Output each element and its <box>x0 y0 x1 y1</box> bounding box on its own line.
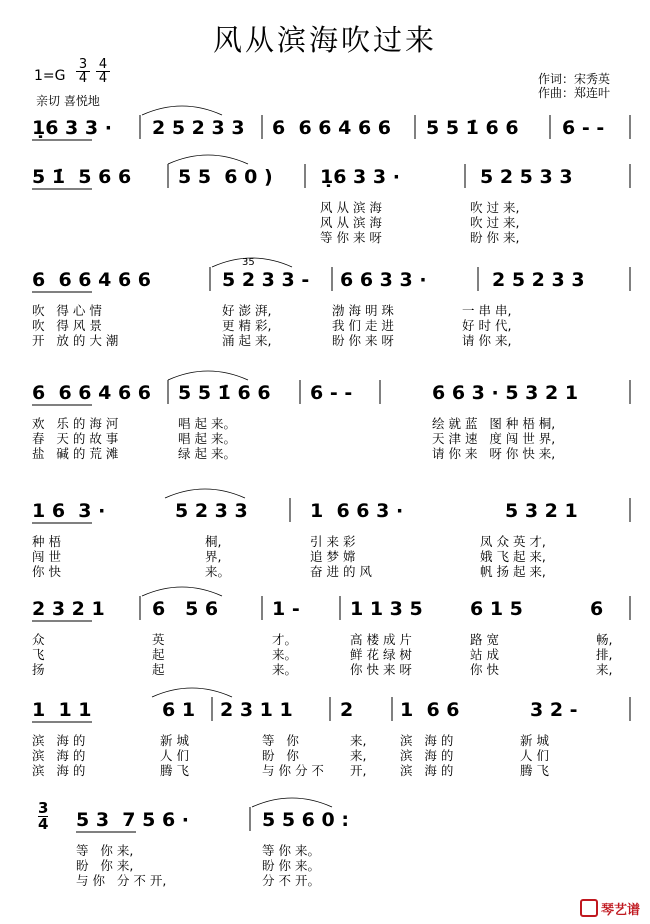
lyric-line: 涌 起 来, <box>222 333 272 348</box>
note-group: 6 6 6 4 6 6 <box>32 269 152 291</box>
lyric-line: 鲜 花 绿 树 <box>350 647 412 662</box>
lyric-line: 滨 海 的 <box>400 748 454 763</box>
note-group: 2 5 2 3 3 <box>152 117 245 139</box>
lyric-line: 开, <box>350 763 367 778</box>
lyric-line: 英 <box>152 632 165 647</box>
lyric-line: 新 城 <box>520 733 549 748</box>
lyric-line: 滨 海 的 <box>32 733 86 748</box>
note-group: 6 6 3 3 · <box>340 269 427 291</box>
lyric-line: 路 宽 <box>470 632 499 647</box>
lyric-line: 桐, <box>205 534 222 549</box>
note-group: 6 6 6 4 6 6 <box>32 382 152 404</box>
lyric-line: 吹 过 来, <box>470 200 520 215</box>
note-group: 5 1̇ 5 6 6 <box>32 166 132 188</box>
lyric-line: 才。 <box>272 632 298 647</box>
lyricist: 作词：宋秀英 <box>538 72 611 86</box>
lyric-line: 等 你 <box>262 733 299 748</box>
logo-icon <box>580 899 598 917</box>
lyric-line: 好 时 代, <box>462 318 512 333</box>
lyric-line: 飞 <box>32 647 45 662</box>
time-signature-3-4: 3 4 <box>76 58 90 85</box>
lyric-line: 吹 得 风 景 <box>32 318 102 333</box>
lyric-line: 吹 过 来, <box>470 215 520 230</box>
note-group: 1 - <box>272 598 300 620</box>
slur <box>152 688 232 697</box>
note-group: 6 5 6 <box>152 598 219 620</box>
lyric-line: 绿 起 来。 <box>178 446 236 461</box>
lyric-line: 唱 起 来。 <box>178 431 236 446</box>
note-group: 1 6 3 · <box>32 500 106 522</box>
note-group: 6 1 <box>162 699 196 721</box>
lyric-line: 高 楼 成 片 <box>350 632 412 647</box>
lyric-line: 界, <box>205 549 222 564</box>
lyric-line: 欢 乐 的 海 河 <box>32 416 119 431</box>
lyric-line: 盼 你 <box>262 748 299 763</box>
lyric-line: 风 从 滨 海 <box>320 200 382 215</box>
lyric-line: 春 天 的 故 事 <box>32 431 119 446</box>
lyric-line: 来。 <box>272 647 298 662</box>
note-group: 2 <box>340 699 354 721</box>
slur <box>142 106 222 115</box>
note-group: 5 3 7 5 6 · <box>76 809 190 831</box>
lyric-line: 娥 飞 起 来, <box>480 549 546 564</box>
time-signature <box>38 801 48 832</box>
note-group: 5 5 6 0 : <box>262 809 349 831</box>
note-group: 5 3 2 1 <box>505 500 578 522</box>
note-group: 1 6 6 <box>400 699 460 721</box>
lyric-line: 人 们 <box>520 748 549 763</box>
note-group: 5 2 3 3 <box>175 500 248 522</box>
lyric-line: 来。 <box>272 662 298 677</box>
lyric-line: 奋 进 的 风 <box>310 564 372 579</box>
lyric-line: 来, <box>596 662 613 677</box>
lyric-line: 帆 扬 起 来, <box>480 564 546 579</box>
lyric-line: 与 你 分 不 开, <box>76 873 167 888</box>
lyric-line: 畅, <box>596 632 613 647</box>
lyric-line: 起 <box>152 647 165 662</box>
lyric-line: 人 们 <box>160 748 189 763</box>
note-group: 6 1 5 <box>470 598 523 620</box>
note-group: 5 2 3 3 - <box>222 269 310 291</box>
note-group: 5 5 6 0 ) <box>178 166 273 188</box>
expression-mark: 亲切 喜悦地 <box>36 94 100 108</box>
lyric-line: 与 你 分 不 <box>262 763 324 778</box>
lyric-line: 盐 碱 的 荒 滩 <box>32 446 119 461</box>
lyric-line: 开 放 的 大 潮 <box>32 333 119 348</box>
slur <box>252 798 332 807</box>
lyric-line: 请 你 来, <box>462 333 512 348</box>
note-group: 5 5 1̇ 6 6 <box>178 382 271 404</box>
lyric-line: 风 从 滨 海 <box>320 215 382 230</box>
lyric-line: 种 梧 <box>32 534 61 549</box>
lyric-line: 起 <box>152 662 165 677</box>
lyric-line: 盼 你 来, <box>76 858 134 873</box>
note-group: 1 1 3 5 <box>350 598 423 620</box>
note-group: 5 5 1̇ 6 6 <box>426 117 519 139</box>
lyric-line: 盼 你 来 呀 <box>332 333 394 348</box>
lyric-line: 渤 海 明 珠 <box>332 303 394 318</box>
lyric-line: 吹 得 心 情 <box>32 303 102 318</box>
lyric-line: 滨 海 的 <box>400 763 454 778</box>
lyric-line: 站 成 <box>470 647 499 662</box>
key-signature: 1=G <box>34 68 66 84</box>
lyric-line: 唱 起 来。 <box>178 416 236 431</box>
lyric-line: 更 精 彩, <box>222 318 272 333</box>
lyric-line: 来, <box>350 733 367 748</box>
note-group: 1̣6 3 3 · <box>320 166 400 188</box>
lyric-line: 腾 飞 <box>520 763 549 778</box>
note-group: 6 6 3 · 5 3 2 1 <box>432 382 579 404</box>
lyric-line: 请 你 来 呀 你 快 来, <box>432 446 556 461</box>
lyric-line: 来, <box>350 748 367 763</box>
slur <box>168 371 248 380</box>
note-group: 1̣6 3 3 · <box>32 117 112 139</box>
lyric-line: 等 你 来 呀 <box>320 230 382 245</box>
slur <box>168 155 248 164</box>
lyric-line: 扬 <box>32 662 45 677</box>
lyric-line: 滨 海 的 <box>32 748 86 763</box>
lyric-line: 众 <box>32 632 45 647</box>
lyric-line: 一 串 串, <box>462 303 512 318</box>
note-group: 2 3 2 1 <box>32 598 105 620</box>
slur <box>142 587 222 596</box>
lyric-line: 腾 飞 <box>160 763 189 778</box>
site-logo: 琴艺谱 <box>580 899 640 918</box>
note-group: 1 1 1 <box>32 699 92 721</box>
lyric-line: 闯 世 <box>32 549 61 564</box>
lyric-line: 凤 众 英 才, <box>480 534 546 549</box>
note-group: 5 2 5 3 3 <box>480 166 573 188</box>
note-group: 6 <box>590 598 604 620</box>
note-group: 6 6 6 4 6 6 <box>272 117 392 139</box>
composer: 作曲：郑连叶 <box>538 86 611 100</box>
lyric-line: 追 梦 嫦 <box>310 549 356 564</box>
lyric-line: 盼 你 来, <box>470 230 520 245</box>
note-group: 3 2 - <box>530 699 578 721</box>
lyric-line: 排, <box>596 647 613 662</box>
song-title: 风从滨海吹过来 <box>212 23 437 57</box>
slur <box>165 489 245 498</box>
lyric-line: 好 澎 湃, <box>222 303 272 318</box>
lyric-line: 等 你 来。 <box>262 843 320 858</box>
grace-note: 35 <box>242 257 255 268</box>
time-sig-top: 3 <box>38 799 49 817</box>
lyric-line: 滨 海 的 <box>400 733 454 748</box>
lyric-line: 盼 你 来。 <box>262 858 320 873</box>
lyric-line: 你 快 <box>470 662 499 677</box>
time-sig-bottom: 4 <box>38 815 49 833</box>
lyric-line: 你 快 来 呀 <box>350 662 412 677</box>
note-group: 6 - - <box>310 382 353 404</box>
lyric-line: 新 城 <box>160 733 189 748</box>
lyric-line: 绘 就 蓝 图 种 梧 桐, <box>432 416 556 431</box>
note-group: 2 5 2 3 3 <box>492 269 585 291</box>
lyric-line: 分 不 开。 <box>262 873 320 888</box>
lyric-line: 来。 <box>205 564 231 579</box>
lyric-line: 我 们 走 进 <box>332 318 394 333</box>
note-group: 1 6 6 3 · <box>310 500 404 522</box>
lyric-line: 引 来 彩 <box>310 534 356 549</box>
lyric-line: 滨 海 的 <box>32 763 86 778</box>
lyric-line: 等 你 来, <box>76 843 134 858</box>
note-group: 2 3 1 1 <box>220 699 293 721</box>
lyric-line: 你 快 <box>32 564 61 579</box>
note-group: 6 - - <box>562 117 605 139</box>
time-signature-4-4: 4 4 <box>96 58 110 85</box>
lyric-line: 天 津 速 度 闯 世 界, <box>432 431 556 446</box>
